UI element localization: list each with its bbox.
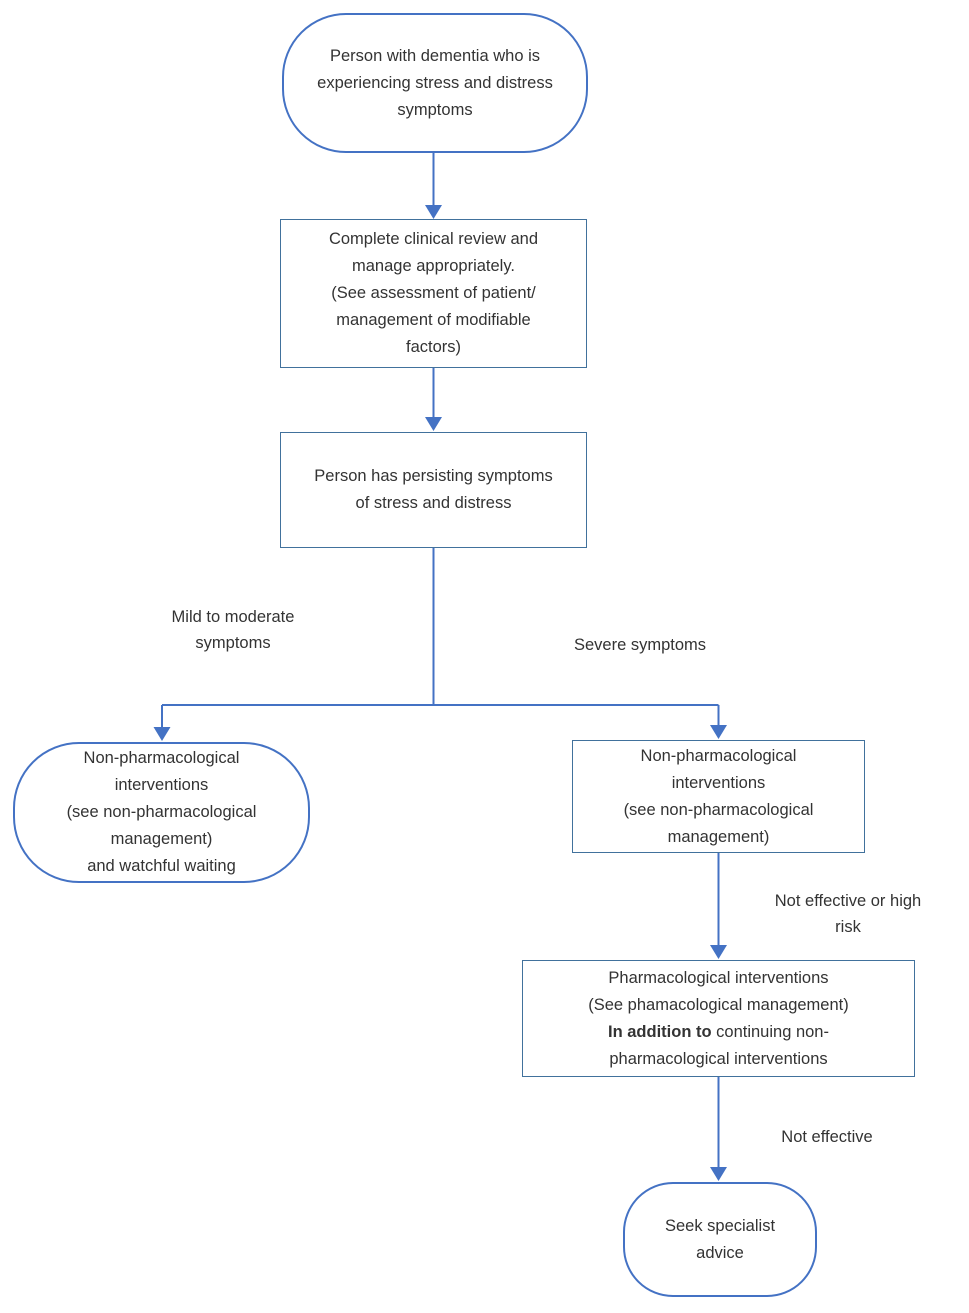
node-text-line: Pharmacological interventions bbox=[608, 968, 829, 987]
edge-label-severe bbox=[555, 632, 725, 658]
node-text-line-bold-mix bbox=[588, 1019, 848, 1046]
node-text-line: (see non-pharmacological bbox=[66, 803, 257, 821]
edge-label-line: symptoms bbox=[195, 634, 271, 652]
edge-label-not-effective-high-risk bbox=[753, 888, 943, 940]
edge-label-line: Mild to moderate bbox=[171, 608, 295, 626]
node-nonpharm-watchful-text bbox=[67, 745, 257, 880]
node-clinical-review-text bbox=[329, 226, 538, 361]
node-persisting-symptoms bbox=[280, 432, 587, 548]
node-text-line: Person with dementia who is bbox=[329, 46, 540, 65]
arrowhead-mild-branch bbox=[154, 727, 171, 741]
node-text-line: management) bbox=[667, 827, 770, 846]
node-text-line: (See phamacological management) bbox=[588, 995, 849, 1014]
arrowhead-specialist bbox=[710, 1167, 727, 1181]
node-text-line: and watchful waiting bbox=[87, 857, 236, 875]
node-start bbox=[282, 13, 588, 153]
node-clinical-review bbox=[280, 219, 587, 368]
node-text-line: pharmacological interventions bbox=[609, 1049, 828, 1068]
node-text-line: experiencing stress and distress bbox=[317, 73, 553, 92]
node-text-line: management of modifiable bbox=[336, 311, 531, 329]
node-text-line: manage appropriately. bbox=[352, 257, 515, 275]
node-text-line: (see non-pharmacological bbox=[623, 800, 814, 819]
arrowhead-review bbox=[425, 205, 442, 219]
node-text-line: (See assessment of patient/ bbox=[331, 284, 536, 302]
node-text-line: Person has persisting symptoms bbox=[314, 467, 553, 485]
node-seek-specialist-advice bbox=[623, 1182, 817, 1297]
node-text-line: factors) bbox=[405, 338, 461, 356]
node-nonpharm-interventions-text bbox=[624, 743, 814, 851]
node-text-line: symptoms bbox=[397, 100, 473, 119]
node-seek-specialist-text bbox=[665, 1213, 775, 1267]
arrowhead-severe-branch bbox=[710, 725, 727, 739]
node-text-line: Non-pharmacological bbox=[640, 746, 797, 765]
node-pharm-interventions bbox=[522, 960, 915, 1077]
bold-emphasis: In addition to bbox=[608, 1022, 712, 1041]
node-text-line: Complete clinical review and bbox=[328, 230, 539, 248]
node-text-line: advice bbox=[696, 1243, 744, 1262]
node-text-line: interventions bbox=[671, 773, 766, 792]
node-text-after-bold: continuing non- bbox=[711, 1022, 829, 1041]
node-pharm-interventions-text bbox=[588, 965, 848, 1073]
edge-label-line: Not effective or high bbox=[774, 892, 922, 910]
node-persisting-symptoms-text bbox=[314, 463, 552, 517]
node-start-text bbox=[317, 43, 553, 124]
arrowhead-pharm bbox=[710, 945, 727, 959]
arrowhead-persisting bbox=[425, 417, 442, 431]
edge-label-line: Severe symptoms bbox=[573, 636, 707, 654]
edge-label-line: Not effective bbox=[781, 1128, 873, 1146]
node-text-line: Seek specialist bbox=[664, 1216, 776, 1235]
edge-label-mild-to-moderate bbox=[143, 604, 323, 656]
edge-label-not-effective bbox=[757, 1124, 897, 1150]
node-nonpharm-interventions bbox=[572, 740, 865, 853]
node-text-line: of stress and distress bbox=[355, 494, 512, 512]
edge-label-line: risk bbox=[835, 918, 861, 936]
node-text-line: Non-pharmacological bbox=[83, 749, 240, 767]
node-text-line: interventions bbox=[114, 776, 209, 794]
node-nonpharm-watchful-waiting bbox=[13, 742, 310, 883]
node-text-line: management) bbox=[110, 830, 213, 848]
